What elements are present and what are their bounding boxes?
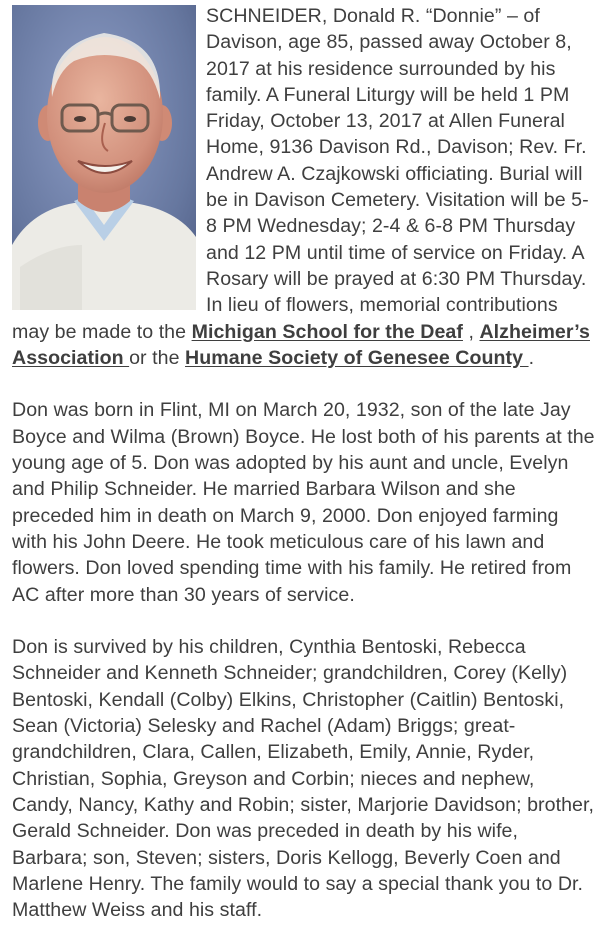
link-alzheimers-association[interactable]: Alzheimer’s Association [12,320,590,369]
obituary-intro-text: SCHNEIDER, Donald R. “Donnie” – of Davison, age 85, passed away October 8, 2017 at his residence surrounded by his family. A Funeral Liturgy will be held 1 PM Friday, October 13, 2017 at Allen Funeral Home, 9136 Davison Rd., Davison; Rev. Fr. Andrew A. Czajkowski officiating. Burial will be in Davison Cemetery. Visitation will be 5-8 PM Wednesday; 2-4 & 6-8 PM Thursday and 12 PM until time of service on Friday. A Rosary will be prayed at 6:30 PM Thursday. In lieu of flowers, memorial contributions may be made to the [12,5,589,343]
link-separator: , [462,320,480,343]
link-humane-society-genesee-county[interactable]: Humane Society of Genesee County [185,346,529,369]
obituary-article [12,3,596,950]
link-michigan-school-for-the-deaf[interactable]: Michigan School for the Deaf [191,320,463,343]
sentence-end: . [528,346,535,369]
portrait-illustration [12,5,196,310]
portrait-photo [12,5,196,310]
link-separator: or the [129,346,186,369]
obituary-paragraph-2: Don was born in Flint, MI on March 20, 1932, son of the late Jay Boyce and Wilma (Brown) Boyce. He lost both of his parents at the young age of 5. Don was adopted by his aunt and uncle, Evelyn and Philip Schneider. He married Barbara Wilson and she preceded him in death on March 9, 2000. Don enjoyed farming with his John Deere. He took meticulous care of his lawn and flowers. Don loved spending time with his family. He retired from AC after more than 30 years of service. [12,399,595,606]
obituary-paragraph-3: Don is survived by his children, Cynthia Bentoski, Rebecca Schneider and Kenneth Schneider; grandchildren, Corey (Kelly) Bentoski, Kendall (Colby) Elkins, Christopher (Caitlin) Bentoski, Sean (Victoria) Selesky and Rachel (Adam) Briggs; great-grandchildren, Clara, Callen, Elizabeth, Emily, Annie, Ryder, Christian, Sophia, Greyson and Corbin; nieces and nephew, Candy, Nancy, Kathy and Robin; sister, Marjorie Davidson; brother, Gerald Schneider. Don was preceded in death by his wife, Barbara; son, Steven; sisters, Doris Kellogg, Beverly Coen and Marlene Henry. The family would to say a special thank you to Dr. Matthew Weiss and his staff. [12,636,594,922]
